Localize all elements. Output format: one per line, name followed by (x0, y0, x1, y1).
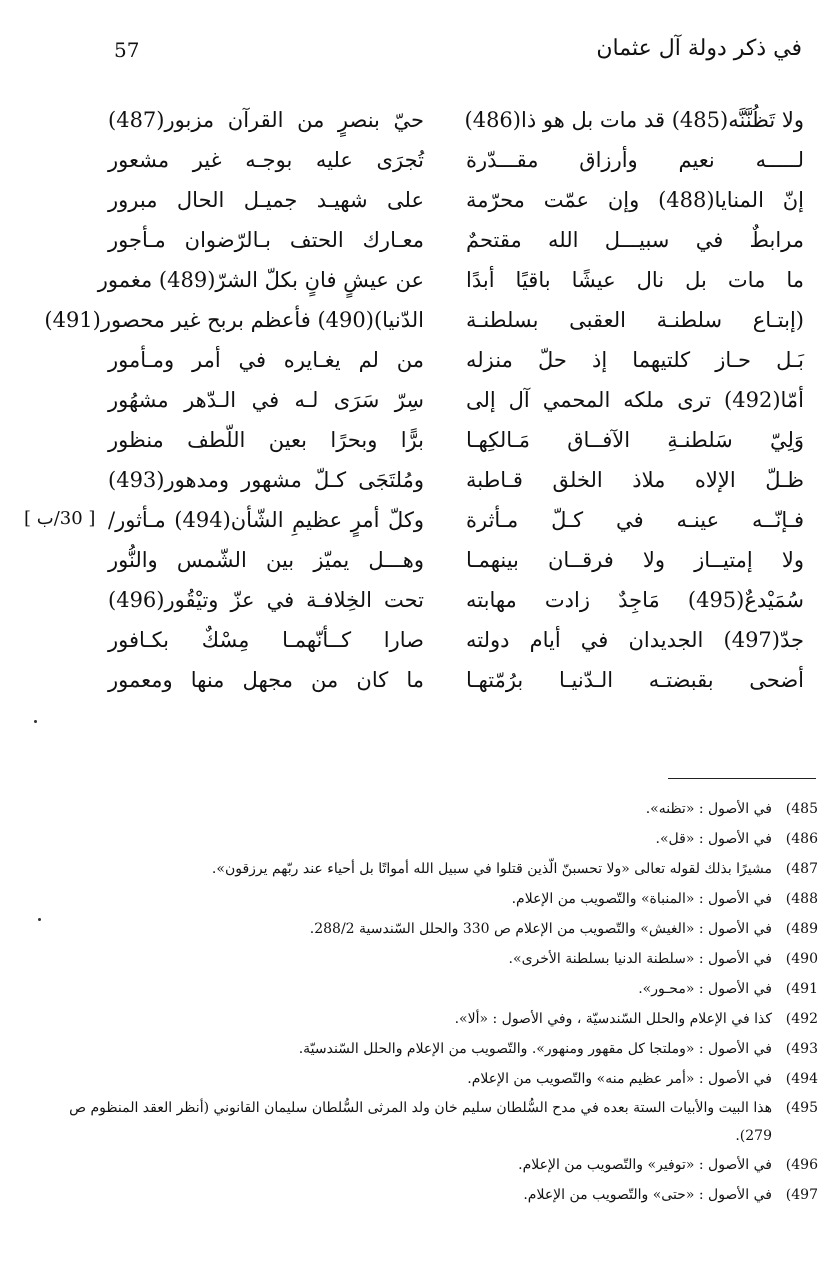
footnote-number: 493) (785, 1041, 818, 1057)
poem-right-column (466, 100, 804, 700)
verse-hemistich: سِرّ سَرَى لـه في الـدّهر مشهُور (108, 388, 424, 412)
footnote-text: في الأصول : «محـور». (638, 981, 772, 997)
verse-hemistich: من لم يغـايره في أمر ومـأمور (108, 348, 424, 372)
footnote-entry (68, 794, 818, 824)
verse-hemistich: ولا تَظُنَّنَّه(485) قد مات بل هو ذا(486) (464, 108, 804, 132)
footnote-entry (68, 1004, 818, 1034)
verse-hemistich: لـــــه نعيم وأرزاق مقـــدّرة (466, 148, 804, 172)
footnote-number: 487) (785, 861, 818, 877)
verse-hemistich: أمّا(492) ترى ملكه المحمي آل إلى (466, 388, 804, 412)
footnote-entry (68, 974, 818, 1004)
footnote-entry (68, 1034, 818, 1064)
verse-hemistich: (إبتـاع سلطنـة العقبى بسلطنـة (466, 308, 804, 332)
footnote-number: 486) (785, 831, 818, 847)
footnote-text: في الأصول : «سلطنة الدنيا بسلطنة الأخرى». (508, 951, 772, 967)
footnote-entry (68, 854, 818, 884)
footnote-number: 485) (785, 801, 818, 817)
verse-hemistich: حيّ بنصرٍ من القرآن مزبور(487) (108, 108, 424, 132)
verse-hemistich: ما كان من مجهل منها ومعمور (108, 668, 424, 692)
verse-hemistich: وهـــل يميّز بين الشّمس والنُّور (108, 548, 424, 572)
footnote-text: في الأصول : «حتى» والتّصويب من الإعلام. (523, 1187, 772, 1203)
verse-hemistich: بَـل حـاز كلتيهما إذ حلّ منزله (466, 348, 804, 372)
verse-hemistich: وكلّ أمرٍ عظيمِ الشّأن(494) مـأثور/ (108, 508, 424, 532)
footnote-entry (68, 1064, 818, 1094)
verse-hemistich: ما مات بل نال عيشًا باقيًا أبدًا (466, 268, 804, 292)
footnote-text: هذا البيت والأبيات الستة بعده في مدح السُّلطان سليم خان ولد المرثى السُّلطان سليمان القانوني (أنظر العقد المنظوم ص 279). (69, 1100, 772, 1144)
footnote-text: في الأصول : «توفير» والتّصويب من الإعلام. (518, 1157, 772, 1173)
verse-hemistich: على شهيـد جميـل الحال مبرور (108, 188, 424, 212)
footnote-number: 492) (785, 1011, 818, 1027)
footnote-number: 489) (785, 921, 818, 937)
footnote-text: مشيرًا بذلك لقوله تعالى «ولا تحسبنّ الّذين قتلوا في سبيل الله أمواتًا بل أحياء عند ربّهم يرزقون». (211, 861, 772, 877)
footnote-entry (68, 884, 818, 914)
footnote-number: 496) (785, 1157, 818, 1173)
footnote-text: كذا في الإعلام والحلل السّندسيّة ، وفي الأصول : «ألا». (454, 1011, 772, 1027)
verse-hemistich: معـارك الحتف بـالرّضوان مـأجور (108, 228, 424, 252)
footnotes-section (68, 794, 818, 1210)
verse-hemistich: عن عيشٍ فانٍ بكلّ الشرّ(489) مغمور (97, 268, 424, 292)
verse-hemistich: جدّ(497) الجديدان في أيام دولته (466, 628, 804, 652)
verse-hemistich: برًّا وبحرًا بعين اللّطف منظور (108, 428, 424, 452)
footnote-entry (68, 914, 818, 944)
footnote-entry (68, 1094, 818, 1150)
verse-hemistich: إنّ المنايا(488) وإن عمّت محرّمة (466, 188, 804, 212)
footnote-entry (68, 1180, 818, 1210)
verse-hemistich: صارا كــأنّهمـا مِسْكٌ بكـافور (108, 628, 424, 652)
footnote-text: في الأصول : «تظنه». (645, 801, 772, 817)
footnote-number: 490) (785, 951, 818, 967)
verse-hemistich: وَلِيّ سَلطنـةِ الآفــاق مَـالكِهـا (466, 428, 804, 452)
running-header-title: في ذكر دولة آل عثمان (596, 36, 802, 61)
stray-dot-mark (34, 720, 37, 723)
footnote-number: 495) (785, 1100, 818, 1116)
footnote-number: 497) (785, 1187, 818, 1203)
verse-hemistich: سُمَيْدعٌ(495) مَاجِدٌ زادت مهابته (466, 588, 804, 612)
verse-hemistich: تُجرَى عليه بوجـه غير مشعور (108, 148, 424, 172)
footnote-text: في الأصول : «قل». (655, 831, 772, 847)
footnote-number: 488) (785, 891, 818, 907)
verse-hemistich: ومُلتَجَى كـلّ مشهور ومدهور(493) (108, 468, 424, 492)
footnote-number: 491) (785, 981, 818, 997)
verse-hemistich: فـإنّــه عينـه في كـلّ مـأثرة (466, 508, 804, 532)
footnote-entry (68, 1150, 818, 1180)
footnote-text: في الأصول : «أمر عظيم منه» والتّصويب من الإعلام. (467, 1071, 772, 1087)
footnote-entry (68, 824, 818, 854)
manuscript-folio-marker: [ 30/ب ] (24, 508, 96, 529)
verse-hemistich: الدّنيا)(490) فأعظم بربح غير محصور(491) (44, 308, 424, 332)
footnote-text: في الأصول : «المنباة» والتّصويب من الإعلام. (511, 891, 772, 907)
verse-hemistich: ولا إمتيــاز ولا فرقــان بينهمـا (466, 548, 804, 572)
verse-hemistich: ظـلّ الإلاه ملاذ الخلق قـاطبة (466, 468, 804, 492)
verse-hemistich: تحت الخِلافـة في عزّ وتيْقُور(496) (108, 588, 424, 612)
verse-hemistich: أضحى بقبضتـه الـدّنيـا برُمّتهـا (466, 668, 804, 692)
footnote-divider (668, 778, 816, 779)
footnote-text: في الأصول : «وملتجا كل مقهور ومنهور». والتّصويب من الإعلام والحلل السّندسيّة. (298, 1041, 772, 1057)
footnote-text: في الأصول : «الغيش» والتّصويب من الإعلام ص 330 والحلل السّندسية 288/2. (309, 921, 772, 937)
verse-hemistich: مرابطٌ في سبيـــل الله مقتحمٌ (466, 228, 804, 252)
page-number: 57 (114, 38, 140, 62)
footnote-entry (68, 944, 818, 974)
stray-dot-mark (38, 918, 41, 921)
footnote-number: 494) (785, 1071, 818, 1087)
